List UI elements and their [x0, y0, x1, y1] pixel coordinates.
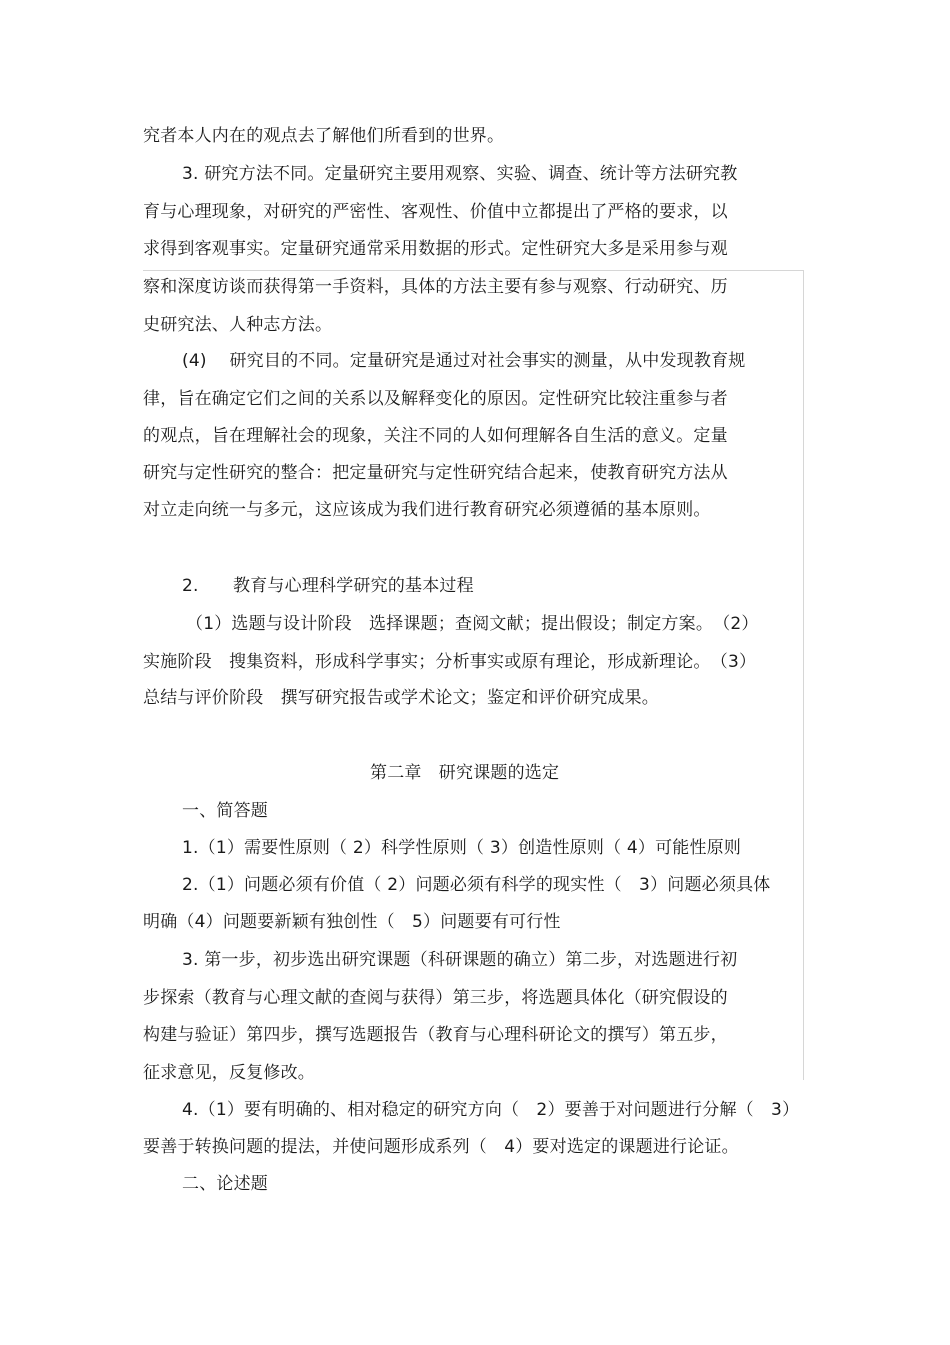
section-heading: 2. 教育与心理科学研究的基本过程 — [182, 576, 474, 596]
section-heading: 一、简答题 — [182, 801, 268, 821]
text-line: 究者本人内在的观点去了解他们所看到的世界。 — [143, 126, 505, 146]
text-line: 1.（1）需要性原则（ 2）科学性原则（ 3）创造性原则（ 4）可能性原则 — [182, 838, 742, 858]
text-line: 2.（1）问题必须有价值（ 2）问题必须有科学的现实性（ 3）问题必须具体 — [182, 875, 771, 895]
text-line: 察和深度访谈而获得第一手资料，具体的方法主要有参与观察、行动研究、历 — [143, 277, 728, 297]
text-line: 3. 第一步，初步选出研究课题（科研课题的确立）第二步，对选题进行初 — [182, 950, 738, 970]
text-line: 步探索（教育与心理文献的查阅与获得）第三步，将选题具体化（研究假设的 — [143, 988, 728, 1008]
text-line: 总结与评价阶段 撰写研究报告或学术论文；鉴定和评价研究成果。 — [143, 688, 659, 708]
text-line: 明确（4）问题要新颖有独创性（ 5）问题要有可行性 — [143, 912, 561, 932]
text-line: 4.（1）要有明确的、相对稳定的研究方向（ 2）要善于对问题进行分解（ 3） — [182, 1100, 800, 1120]
section-heading: 二、论述题 — [182, 1174, 268, 1194]
text-line: 史研究法、人种志方法。 — [143, 315, 333, 335]
text-line: 的观点，旨在理解社会的现象，关注不同的人如何理解各自生活的意义。定量 — [143, 426, 728, 446]
text-line: 3. 研究方法不同。定量研究主要用观察、实验、调查、统计等方法研究教 — [182, 164, 738, 184]
text-line: （1）选题与设计阶段 选择课题；查阅文献；提出假设；制定方案。 （2） — [186, 614, 759, 634]
text-line: 征求意见，反复修改。 — [143, 1063, 315, 1083]
text-line: 构建与验证）第四步，撰写选题报告（教育与心理科研论文的撰写）第五步， — [143, 1025, 728, 1045]
text-line: 实施阶段 搜集资料，形成科学事实；分析事实或原有理论，形成新理论。 （3） — [143, 652, 757, 672]
frame-top-line — [143, 270, 803, 271]
chapter-title: 第二章 研究课题的选定 — [370, 763, 560, 783]
text-line: 育与心理现象，对研究的严密性、客观性、价值中立都提出了严格的要求，以 — [143, 202, 728, 222]
text-line: 对立走向统一与多元，这应该成为我们进行教育研究必须遵循的基本原则。 — [143, 500, 711, 520]
text-line: 要善于转换问题的提法，并使问题形成系列（ 4）要对选定的课题进行论证。 — [143, 1137, 739, 1157]
text-line: 律，旨在确定它们之间的关系以及解释变化的原因。定性研究比较注重参与者 — [143, 389, 728, 409]
text-line: (4) 研究目的不同。定量研究是通过对社会事实的测量，从中发现教育规 — [182, 351, 746, 371]
text-line: 求得到客观事实。定量研究通常采用数据的形式。定性研究大多是采用参与观 — [143, 239, 728, 259]
text-line: 研究与定性研究的整合：把定量研究与定性研究结合起来，使教育研究方法从 — [143, 463, 728, 483]
